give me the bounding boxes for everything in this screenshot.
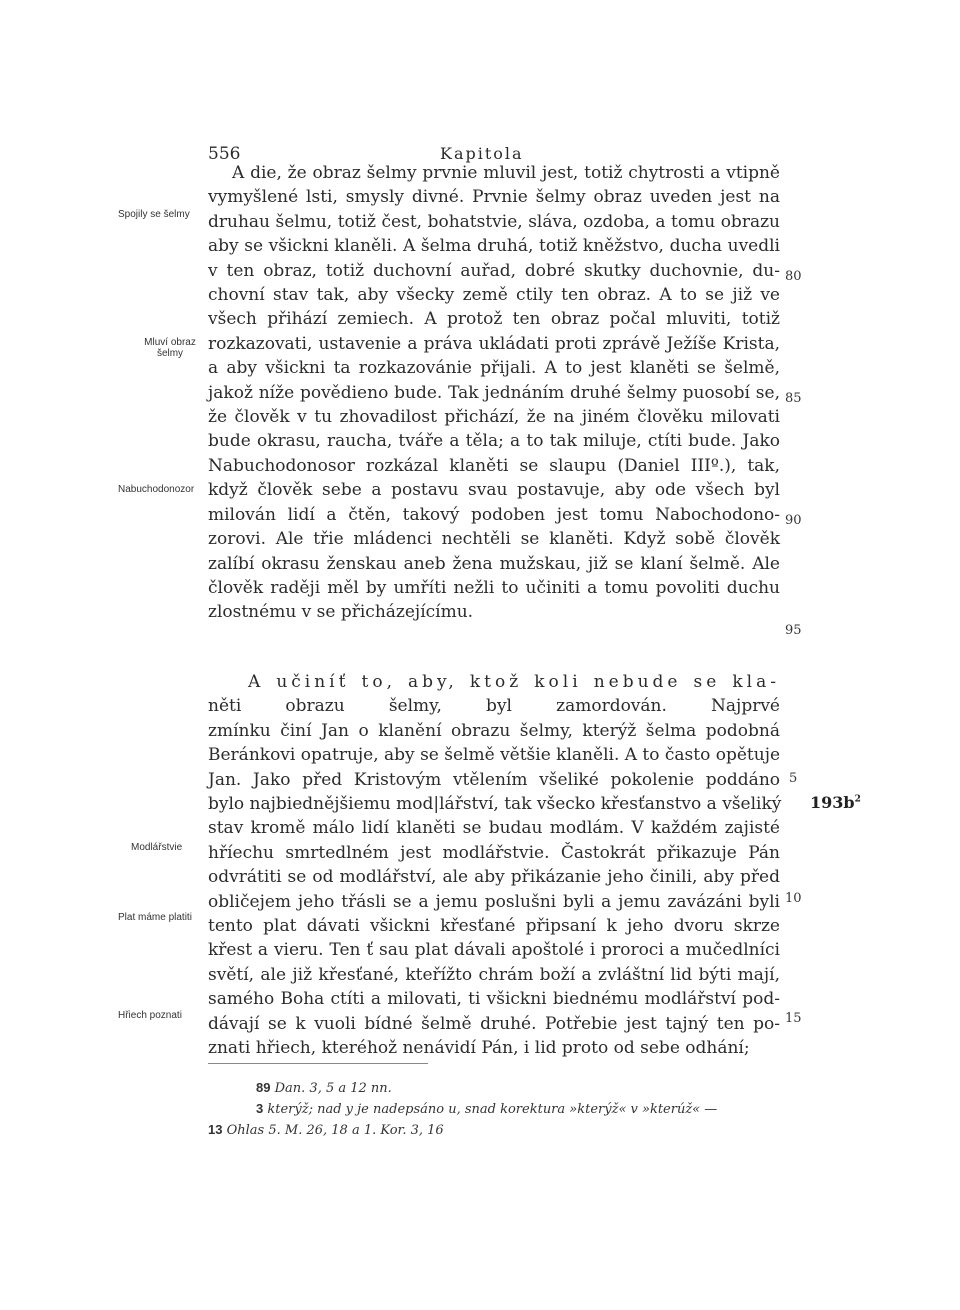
footnote-number: 89 — [256, 1080, 271, 1095]
text-line: Jan. Jako před Kristovým vtělením všeliké pokolenie poddáno — [208, 769, 780, 790]
text-line: rozkazovati, ustavenie a práva ukládati proti zprávě Ježíše Krista, — [208, 333, 780, 354]
text-line: samého Boha ctíti a milovati, ti všickni biednému modlářství pod- — [208, 989, 780, 1010]
text-line: zorovi. Ale třie mládenci nechtěli se klaněti. Když sobě člověk — [208, 529, 780, 550]
body-text-section-2 — [208, 670, 780, 1061]
margin-note-modlarstvie: Modlářstvie — [131, 842, 183, 853]
body-text-section-1 — [208, 161, 780, 625]
text-line: v ten obraz, totiž duchovní auřad, dobré skutky duchovnie, du- — [208, 260, 780, 281]
text-line: všech přihází zemiech. A protož ten obraz počal mluviti, totiž — [208, 309, 780, 330]
footnote-text: kterýž; nad y je nadepsáno u, snad korektura »kterýž« v »kterúž« — — [267, 1102, 718, 1117]
line-number-80: 80 — [785, 269, 802, 284]
text-line: bylo najbiednějšiemu mod|lářství, tak všecko křesťanstvo a všeliký — [208, 794, 782, 815]
folio-marker — [810, 793, 861, 812]
text-line: Nabuchodonosor rozkázal klaněti se slaupu (Daniel IIIº.), tak, — [208, 455, 780, 476]
footnotes — [208, 1078, 788, 1141]
text-line: druhau šelmu, totiž čest, bohatstvie, sláva, ozdoba, a tomu obrazu — [208, 211, 780, 232]
text-line: obličejem jeho třásli se a jemu poslušni byli a jemu zavázáni byli — [208, 891, 780, 912]
text-line: milován lidí a čtěn, takový podoben jest tomu Nabochodono- — [208, 504, 780, 525]
footnote-number: 3 — [256, 1101, 264, 1116]
text-line: zlostnému v se přicházejícímu. — [208, 602, 474, 623]
footnote — [256, 1099, 788, 1120]
line-number-95: 95 — [785, 623, 802, 638]
text-line: křest a vieru. Ten ť sau plat dávali apoštolé i proroci a mučedlníci — [208, 940, 780, 961]
margin-note-mluvi-obraz: Mluví obraz šelmy — [144, 337, 196, 359]
text-line: aby se všickni klaněli. A šelma druhá, totiž kněžstvo, ducha uvedli — [208, 236, 780, 257]
text-line: a aby všickni ta rozkazovánie přijali. A to jest klaněti se šelmě, — [208, 358, 780, 379]
line-number-10: 10 — [785, 891, 802, 906]
text-line: zalíbí okrasu ženskau aneb žena mužskau, již se klaní šelmě. Ale — [208, 553, 780, 574]
line-number-85: 85 — [785, 391, 802, 406]
text-line: A učiníť to, aby, ktož koli nebude se kla- — [248, 672, 780, 692]
text-line: vymyšlené lsti, smysly divné. Prvnie šelmy obraz uveden jest na — [208, 187, 780, 208]
text-line: stav kromě málo lidí klaněti se budau modlám. V každém zajisté — [208, 818, 780, 839]
footnote — [208, 1120, 788, 1141]
margin-note-nabuchodonozor: Nabuchodonozor — [118, 484, 195, 495]
margin-note-spojily: Spojily se šelmy — [118, 209, 190, 220]
text-line: odvrátiti se od modlářství, ale aby přikázanie jeho činili, aby před — [208, 867, 780, 888]
footnote-text: Dan. 3, 5 a 12 nn. — [274, 1081, 392, 1096]
line-number-5: 5 — [789, 771, 798, 786]
footnote — [256, 1078, 788, 1099]
text-line: tento plat dávati všickni křesťané připsaní k jeho dvoru skrze — [208, 916, 780, 937]
folio-main: 193b — [810, 793, 855, 812]
footnote-rule — [208, 1063, 428, 1064]
line-number-15: 15 — [785, 1011, 802, 1026]
text-line: jakož níže povědieno bude. Tak jednáním druhé šelmy puosobí se, — [208, 382, 780, 403]
text-line: znati hřiech, kteréhož nenávidí Pán, i lid proto od sebe odhání; — [208, 1038, 750, 1059]
text-line: člověk raději měl by umříti nežli to učiniti a tomu povoliti duchu — [208, 577, 780, 598]
margin-note-hriech: Hřiech poznati — [118, 1010, 182, 1021]
running-head: Kapitola — [440, 144, 524, 163]
margin-note-plat: Plat máme platiti — [118, 912, 192, 923]
text-line: Beránkovi opatruje, aby se šelmě většie klaněli. A to často opětuje — [208, 745, 781, 766]
text-line: A die, že obraz šelmy prvnie mluvil jest, totiž chytrosti a vtipně — [232, 163, 780, 183]
text-line: dávají se k vuoli bídné šelmě druhé. Potřebie jest tajný ten po- — [208, 1013, 780, 1034]
text-line: něti obrazu šelmy, byl zamordován. Najprvé — [208, 696, 780, 717]
text-line: chovní stav tak, aby všecky země ctily ten obraz. A to se již ve — [208, 285, 780, 306]
text-line: když člověk sebe a postavu svau postavuje, aby ode všech byl — [208, 480, 780, 501]
footnote-text: Ohlas 5. M. 26, 18 a 1. Kor. 3, 16 — [226, 1123, 444, 1138]
text-line: hříechu smrtedlném jest modlářstvie. Častokrát přikazuje Pán — [208, 842, 780, 863]
line-number-90: 90 — [785, 513, 802, 528]
text-line: zmínku činí Jan o klanění obrazu šelmy, kterýž šelma podobná — [208, 720, 780, 741]
text-line: bude okrasu, raucha, tváře a těla; a to tak miluje, ctíti bude. Jako — [208, 431, 780, 452]
footnote-number: 13 — [208, 1122, 223, 1137]
text-line: světí, ale již křesťané, kteřížto chrám boží a zvláštní lid býti mají, — [208, 964, 780, 985]
text-line: že člověk v tu zhovadilost přichází, že na jiném člověku milovati — [208, 407, 780, 428]
page-number: 556 — [208, 144, 241, 164]
folio-sup: 2 — [854, 794, 861, 805]
